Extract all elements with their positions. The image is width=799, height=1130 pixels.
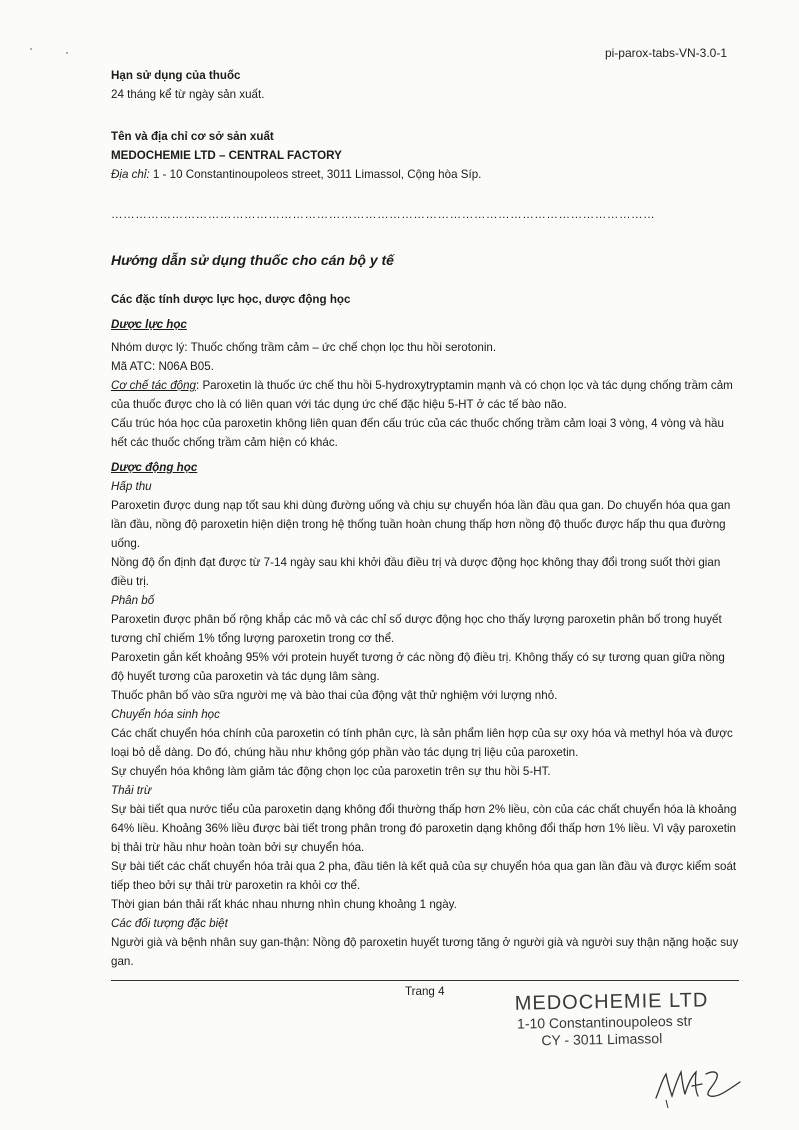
stamp-city: CY - 3011 Limassol xyxy=(541,1030,663,1049)
elimination-p3: Thời gian bán thải rất khác nhau nhưng nhìn chung khoảng 1 ngày. xyxy=(111,898,457,911)
footer-rule xyxy=(111,980,739,981)
scan-speck xyxy=(30,48,32,50)
metabolism-title: Chuyển hóa sinh học xyxy=(111,708,220,721)
elimination-p1: Sự bài tiết qua nước tiểu của paroxetin dạng không đổi thường thấp hơn 2% liều, còn của các chất chuyển hóa là khoảng 64% liều. Khoảng 36% liều được bài tiết trong phân trong đó paroxetin dạng không đổi thấp hơn 1% liều. Vì vậy paroxetin bị thải trừ hầu như hoàn toàn bởi sự chuyển hóa. xyxy=(111,803,737,854)
stamp-company: MEDOCHEMIE LTD xyxy=(514,989,709,1015)
elimination-p2: Sự bài tiết các chất chuyển hóa trải qua 2 pha, đầu tiên là kết quả của sự chuyển hóa qua gan lần đầu và được kiểm soát tiếp theo bởi sự thải trừ paroxetin ra khỏi cơ thể. xyxy=(111,860,737,892)
guide-heading: Hướng dẫn sử dụng thuốc cho cán bộ y tế xyxy=(111,252,394,268)
manufacturer-name: MEDOCHEMIE LTD – CENTRAL FACTORY xyxy=(111,149,342,162)
absorption-p1: Paroxetin được dung nạp tốt sau khi dùng đường uống và chịu sự chuyển hóa lần đầu qua gan. Do chuyển hóa qua gan lần đầu, nồng độ paroxetin hiện diện trong hệ thống tuần hoàn chung thấp hơn nồng độ thuốc được hấp thu qua đường uống. xyxy=(111,499,731,550)
stamp-street: 1-10 Constantinoupoleos str xyxy=(516,1012,693,1032)
metabolism-p1: Các chất chuyển hóa chính của paroxetin có tính phân cực, là sản phẩm liên hợp của sự oxy hóa và methyl hóa và được loại bỏ dễ dàng. Do đó, chúng hầu như không góp phần vào tác dụng trị liệu của paroxetin. xyxy=(111,727,733,759)
document-id: pi-parox-tabs-VN-3.0-1 xyxy=(604,46,727,60)
expiry-text: 24 tháng kể từ ngày sản xuất. xyxy=(111,88,265,101)
mechanism-label: Cơ chế tác động xyxy=(111,379,196,392)
metabolism-p2: Sự chuyển hóa không làm giảm tác động chọn lọc của paroxetin trên sự thu hồi 5-HT. xyxy=(111,765,551,778)
distribution-p2: Paroxetin gắn kết khoảng 95% với protein huyết tương ở các nồng độ điều trị. Không thấy có sự tương quan giữa nồng độ huyết tương của paroxetin và tác dụng lâm sàng. xyxy=(111,651,725,683)
company-stamp xyxy=(515,988,710,1049)
pharmacokinetics-title: Dược động học xyxy=(111,461,198,474)
structure-paragraph: Cấu trúc hóa học của paroxetin không liên quan đến cấu trúc của các thuốc chống trầm cảm loại 3 vòng, 4 vòng và hầu hết các thuốc chống trầm cảm hiện có khác. xyxy=(111,417,724,449)
distribution-p3: Thuốc phân bố vào sữa người mẹ và bào thai của động vật thử nghiệm với lượng nhỏ. xyxy=(111,689,558,702)
handwritten-signature xyxy=(648,1060,748,1110)
pharmacologic-group: Nhóm dược lý: Thuốc chống trầm cảm – ức chế chọn lọc thu hồi serotonin. xyxy=(111,341,497,354)
distribution-p1: Paroxetin được phân bố rộng khắp các mô và các chỉ số dược động học cho thấy lượng paroxetin phân bố trong huyết tương chỉ chiếm 1% tổng lượng paroxetin trong cơ thể. xyxy=(111,613,722,645)
mechanism-text: : Paroxetin là thuốc ức chế thu hồi 5-hydroxytryptamin mạnh và có chọn lọc và tác dụng chống trầm cảm của thuốc được cho là có liên quan với tác dụng ức chế đặc hiệu 5-HT ở các tế bào não. xyxy=(111,379,733,411)
atc-code: Mã ATC: N06A B05. xyxy=(111,360,214,373)
manufacturer-title: Tên và địa chỉ cơ sở sản xuất xyxy=(111,130,274,143)
special-populations-title: Các đối tượng đặc biệt xyxy=(111,917,228,930)
pharmacodynamics-title: Dược lực học xyxy=(111,318,187,331)
absorption-title: Hấp thu xyxy=(111,480,152,493)
manufacturer-address xyxy=(111,165,739,184)
absorption-p2: Nồng độ ổn định đạt được từ 7-14 ngày sau khi khởi đầu điều trị và dược động học không thay đổi trong suốt thời gian điều trị. xyxy=(111,556,721,588)
expiry-title: Hạn sử dụng của thuốc xyxy=(111,69,241,82)
address-label: Địa chỉ: xyxy=(111,168,150,181)
document-body xyxy=(111,66,739,971)
dotted-separator: ……………………………………………………………………………………………………………………… xyxy=(111,208,656,221)
scan-speck xyxy=(66,52,68,54)
address-text: 1 - 10 Constantinoupoleos street, 3011 Limassol, Cộng hòa Síp. xyxy=(149,168,482,181)
page-number: Trang 4 xyxy=(405,985,445,998)
distribution-title: Phân bố xyxy=(111,594,155,607)
mechanism-paragraph xyxy=(111,376,739,414)
elimination-title: Thải trừ xyxy=(111,784,152,797)
special-populations-p1: Người già và bệnh nhân suy gan-thận: Nồng độ paroxetin huyết tương tăng ở người già và người suy thận nặng hoặc suy gan. xyxy=(111,936,739,968)
section-title: Các đặc tính dược lực học, dược động học xyxy=(111,293,351,306)
